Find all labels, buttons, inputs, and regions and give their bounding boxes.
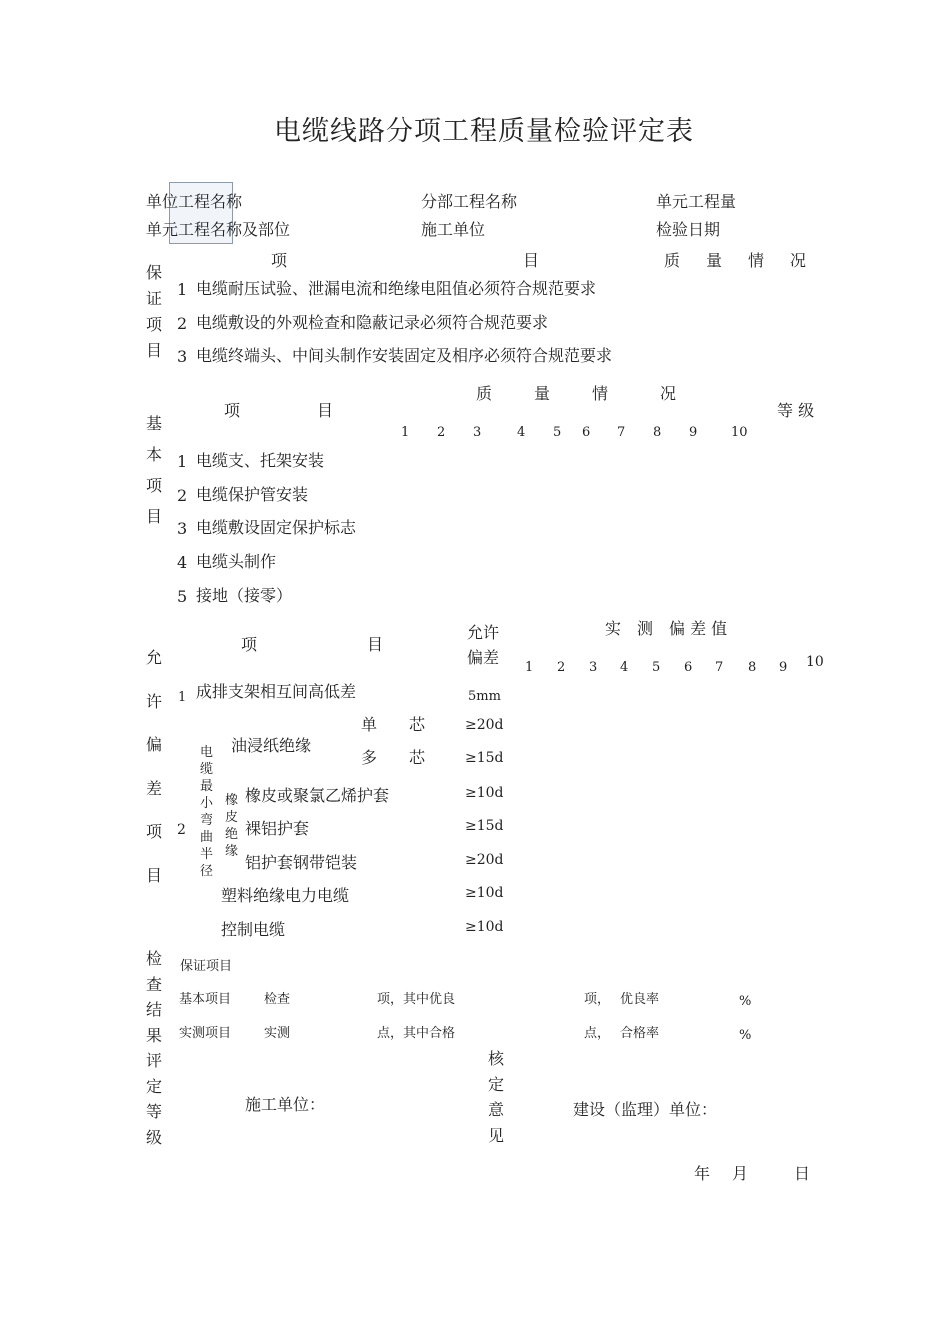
result-basic-label: 基本项目 — [179, 992, 232, 1007]
construction-unit-label: 施工单位 — [421, 220, 486, 239]
basic-number: 9 — [689, 425, 698, 440]
tolerance-number: 9 — [779, 660, 788, 675]
bare-al-sheath: 裸铝护套 — [245, 819, 310, 838]
date-month: 月 — [732, 1164, 749, 1183]
construction-unit-sign: 施工单位： — [245, 1095, 326, 1114]
verify-opinion-label: 核 定 意 见 — [488, 1049, 505, 1145]
guarantee-item-text: 电缆耐压试验、泄漏电流和绝缘电阻值必须符合规范要求 — [196, 279, 597, 298]
result-item-good: 项，其中优良 — [377, 992, 456, 1007]
result-side-label: 检 查 结 果 评 定 等 级 — [146, 949, 163, 1147]
basic-item-text: 电缆敷设固定保护标志 — [196, 518, 357, 537]
result-pass-rate: 合格率 — [620, 1026, 660, 1041]
guarantee-col-quality-1: 质 — [664, 251, 681, 270]
tolerance-row1-value: 5mm — [468, 689, 501, 704]
unit-name-location-label: 单元工程名称及部位 — [146, 220, 291, 239]
basic-col-quality-3: 情 — [592, 384, 609, 403]
basic-number: 8 — [653, 425, 662, 440]
basic-number: 2 — [437, 425, 446, 440]
bare-al-value: ≥15d — [465, 818, 504, 834]
bend-radius-label: 电 缆 最 小 弯 曲 半 径 — [200, 745, 214, 879]
result-point-unit: 点， — [584, 1026, 611, 1041]
basic-number: 1 — [401, 425, 410, 440]
guarantee-item-no: 2 — [177, 314, 188, 333]
tolerance-col-allow-2: 偏差 — [467, 648, 500, 667]
basic-item-no: 4 — [177, 553, 188, 572]
tolerance-number: 7 — [715, 660, 724, 675]
multi-core-label: 多 芯 — [361, 748, 426, 767]
tolerance-row2-no: 2 — [177, 822, 186, 838]
rubber-pvc-sheath: 橡皮或聚氯乙烯护套 — [245, 786, 390, 805]
page-title: 电缆线路分项工程质量检验评定表 — [274, 116, 694, 147]
basic-number: 4 — [517, 425, 526, 440]
unit-project-name-label: 单位工程名称 — [146, 192, 243, 211]
result-guarantee-label: 保证项目 — [180, 959, 233, 974]
tolerance-col-item: 项 — [241, 635, 258, 654]
plastic-value: ≥10d — [465, 885, 504, 901]
tolerance-row1-no: 1 — [178, 690, 187, 705]
result-check-label: 检查 — [264, 992, 291, 1007]
basic-item-no: 2 — [177, 486, 188, 505]
tolerance-col-measured: 实 测 偏 差 值 — [605, 619, 728, 638]
tolerance-number: 8 — [748, 660, 757, 675]
guarantee-col-quality-2: 量 — [706, 251, 723, 270]
al-steel-value: ≥20d — [465, 852, 504, 868]
al-steel-armor: 铝护套钢带铠装 — [245, 853, 358, 872]
basic-col-quality-2: 量 — [534, 384, 551, 403]
basic-item-text: 接地（接零） — [196, 586, 293, 605]
basic-col-grade: 等 级 — [777, 401, 815, 420]
result-point-pass: 点，其中合格 — [377, 1026, 456, 1041]
guarantee-side-label: 保 证 项 目 — [146, 263, 163, 360]
tolerance-number: 5 — [652, 660, 661, 675]
rubber-insulation-label: 橡 皮 绝 缘 — [225, 793, 239, 859]
tolerance-number: 6 — [684, 660, 693, 675]
plastic-power-cable: 塑料绝缘电力电缆 — [221, 886, 350, 905]
guarantee-col-quality-4: 况 — [790, 251, 807, 270]
tolerance-col-mu: 目 — [367, 635, 384, 654]
tolerance-side-label: 允 许 偏 差 项 目 — [146, 648, 163, 885]
basic-item-text: 电缆支、托架安装 — [196, 451, 325, 470]
basic-number: 5 — [553, 425, 562, 440]
rubber-pvc-value: ≥10d — [465, 785, 504, 801]
date-year: 年 — [694, 1164, 711, 1183]
basic-item-text: 电缆保护管安装 — [196, 485, 309, 504]
guarantee-item-text: 电缆终端头、中间头制作安装固定及相序必须符合规范要求 — [196, 346, 613, 365]
division-project-name-label: 分部工程名称 — [421, 192, 518, 211]
basic-side-label: 基 本 项 目 — [146, 414, 163, 526]
oil-paper-insulation: 油浸纸绝缘 — [231, 736, 312, 755]
result-pct1: % — [739, 994, 752, 1009]
basic-col-item: 项 — [224, 401, 241, 420]
single-core-label: 单 芯 — [361, 715, 426, 734]
control-value: ≥10d — [465, 919, 504, 935]
tolerance-col-allow-1: 允许 — [467, 623, 500, 642]
tolerance-number: 3 — [589, 660, 598, 675]
basic-col-quality-4: 况 — [660, 384, 677, 403]
basic-number: 7 — [617, 425, 626, 440]
basic-col-mu: 目 — [317, 401, 334, 420]
tolerance-number: 2 — [557, 660, 566, 675]
unit-quantity-label: 单元工程量 — [656, 192, 737, 211]
basic-item-no: 3 — [177, 519, 188, 538]
basic-col-quality-1: 质 — [476, 384, 493, 403]
basic-item-text: 电缆头制作 — [196, 552, 277, 571]
result-pct2: % — [739, 1028, 752, 1043]
single-core-value: ≥20d — [465, 717, 504, 733]
inspection-date-label: 检验日期 — [656, 220, 721, 239]
tolerance-number: 4 — [620, 660, 629, 675]
result-measure-label: 实测 — [264, 1026, 291, 1041]
tolerance-row1-text: 成排支架相互间高低差 — [196, 682, 357, 701]
multi-core-value: ≥15d — [465, 750, 504, 766]
guarantee-item-no: 1 — [177, 280, 188, 299]
guarantee-col-mu: 目 — [523, 251, 540, 270]
guarantee-item-no: 3 — [177, 347, 188, 366]
guarantee-col-quality-3: 情 — [748, 251, 765, 270]
basic-item-no: 1 — [177, 452, 188, 471]
control-cable: 控制电缆 — [221, 920, 286, 939]
basic-item-no: 5 — [177, 587, 188, 606]
tolerance-number: 10 — [806, 654, 824, 670]
basic-number: 3 — [473, 425, 482, 440]
result-measured-label: 实测项目 — [179, 1026, 232, 1041]
guarantee-item-text: 电缆敷设的外观检查和隐蔽记录必须符合规范要求 — [196, 313, 549, 332]
basic-number: 10 — [731, 425, 748, 440]
basic-number: 6 — [582, 425, 591, 440]
owner-unit-sign: 建设（监理）单位： — [573, 1100, 718, 1119]
guarantee-col-item: 项 — [271, 251, 288, 270]
tolerance-number: 1 — [525, 660, 534, 675]
result-item-unit: 项， — [584, 992, 611, 1007]
result-good-rate: 优良率 — [620, 992, 660, 1007]
date-day: 日 — [794, 1164, 811, 1183]
